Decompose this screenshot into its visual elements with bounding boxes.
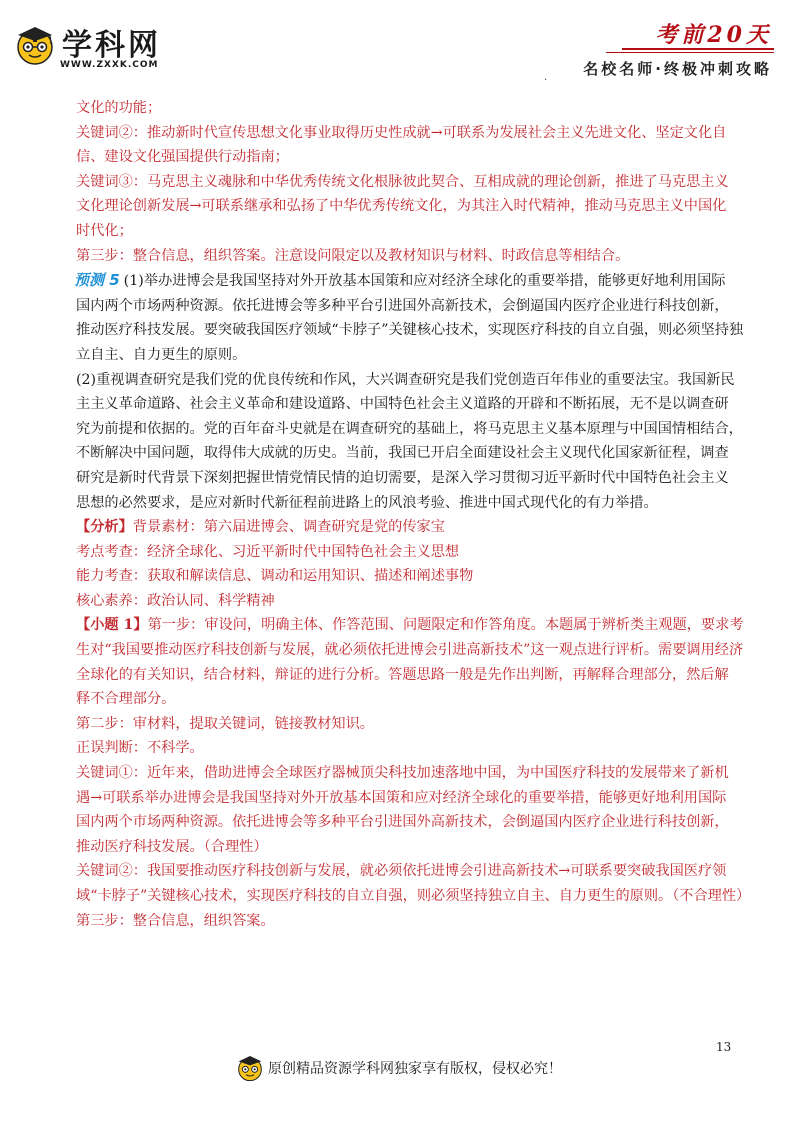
- text-line: 全球化的有关知识，结合材料，辩证的进行分析。答题思路一般是先作出判断，再解释合理部分，然后解: [76, 666, 729, 683]
- text-line: 关键词③：马克思主义魂脉和中华优秀传统文化根脉彼此契合、互相成就的理论创新，推进了马克思主义: [76, 173, 729, 190]
- text-line: 第三步：整合信息，组织答案。: [76, 912, 275, 929]
- document-body: [74, 96, 751, 933]
- text-line: 生对“我国要推动医疗科技创新与发展，就必须依托进博会引进高新技术”这一观点进行评析。需要调用经济: [76, 642, 744, 659]
- subquestion-tag: 【小题 1】: [76, 617, 148, 634]
- text-line: 考点考查：经济全球化、习近平新时代中国特色社会主义思想: [76, 543, 460, 560]
- page-header: [0, 0, 800, 92]
- text-line: 第三步：整合信息，组织答案。注意设问限定以及教材知识与材料、时政信息等相结合。: [76, 247, 630, 264]
- logo-text: 学科网: [62, 28, 161, 63]
- text-line: 文化理论创新发展→可联系继承和弘扬了中华优秀传统文化，为其注入时代精神，推动马克思主义中国化: [76, 198, 727, 215]
- text-line: 关键词②：我国要推动医疗科技创新与发展，就必须依托进博会引进高新技术→可联系要突破我国医疗领: [76, 863, 727, 880]
- text-line: 究为前提和依据的。党的百年奋斗史就是在调查研究的基础上，将马克思主义基本原理与中国国情相结合，: [76, 420, 743, 437]
- text-line: 能力考查：获取和解读信息、调动和运用知识、描述和阐述事物: [76, 568, 474, 585]
- analysis-line: [76, 515, 731, 540]
- text-line: 推动医疗科技发展。要突破我国医疗领域“卡脖子”关键核心技术，实现医疗科技的自立自强，则必须坚持独: [76, 322, 744, 339]
- text-line: 不断解决中国问题，取得伟大成就的历史。当前，我国已开启全面建设社会主义现代化国家新征程，调查: [76, 445, 729, 462]
- text-line: 核心素养：政治认同、科学精神: [76, 592, 275, 609]
- text-line: 推动医疗科技发展。（合理性）: [76, 838, 268, 855]
- text-line: 思想的必然要求，是应对新时代新征程前进路上的风浪考验、推进中国式现代化的有力举措。: [76, 494, 658, 511]
- text-line: 释不合理部分。: [76, 691, 176, 708]
- text-line: 主主义革命道路、社会主义革命和建设道路、中国特色社会主义道路的开辟和不断拓展，无不是以调查研: [76, 396, 729, 413]
- text-line: 正误判断：不科学。: [76, 740, 204, 757]
- logo-url: WWW.ZXXK.COM: [60, 60, 159, 70]
- text-line: 信、建设文化强国提供行动指南；: [76, 149, 289, 166]
- text-line: 第一步：审设问，明确主体、作答范围、问题限定和作答角度。本题属于辨析类主观题，要求考: [147, 617, 744, 634]
- text-line: (2)重视调查研究是我们党的优良传统和作风，大兴调查研究是我们党创造百年伟业的重要法宝。我国新民: [76, 371, 735, 388]
- badge-subtitle: 名校名师·终极冲刺攻略: [583, 60, 772, 78]
- text-line: 研究是新时代背景下深刻把握世情党情民情的迫切需要，是深入学习贯彻习近平新时代中国特色社会主义: [76, 469, 729, 486]
- prediction-label: 预测 5: [74, 271, 120, 290]
- badge-divider-thin: [606, 52, 774, 53]
- text-line: 关键词①：近年来，借助进博会全球医疗器械顶尖科技加速落地中国，为中国医疗科技的发展带来了新机: [76, 765, 729, 782]
- text-line: 遇→可联系举办进博会是我国坚持对外开放基本国策和应对经济全球化的重要举措，能够更好地利用国际: [76, 789, 727, 806]
- text-line: 时代化；: [76, 222, 133, 239]
- page-number: 13: [716, 1040, 732, 1054]
- text-line: (1)举办进博会是我国坚持对外开放基本国策和应对经济全球化的重要举措，能够更好地利用国际: [123, 273, 726, 290]
- text-line: 第二步：审材料，提取关键词，链接教材知识。: [76, 715, 374, 732]
- text-line: 国内两个市场两种资源。依托进博会等多种平台引进国外高新技术，会倒逼国内医疗企业进行科技创新，: [76, 297, 729, 314]
- analysis-tag: 【分析】: [76, 519, 133, 536]
- footer-copyright: 原创精品资源学科网独家享有版权，侵权必究！: [268, 1061, 562, 1077]
- text-line: 立自主、自力更生的原则。: [76, 346, 247, 363]
- text-line: 国内两个市场两种资源。依托进博会等多种平台引进国外高新技术，会倒逼国内医疗企业进行科技创新，: [76, 814, 729, 831]
- text-line: 背景素材：第六届进博会、调查研究是党的传家宝: [132, 519, 445, 536]
- prediction-5-line: [76, 268, 731, 294]
- decorative-dot: .: [544, 72, 548, 83]
- text-line: 文化的功能；: [76, 100, 162, 116]
- badge-divider: [622, 48, 774, 50]
- badge-title: 考前20天: [655, 22, 772, 48]
- footer-mascot-icon: [236, 1054, 264, 1082]
- text-line: 域“卡脖子”关键核心技术，实现医疗科技的自立自强，则必须坚持独立自主、自力更生的原则。（不合理性）: [76, 888, 751, 904]
- text-line: 关键词②：推动新时代宣传思想文化事业取得历史性成就→可联系为发展社会主义先进文化、坚定文化自: [76, 124, 727, 141]
- logo-mascot-icon: [14, 24, 56, 66]
- subquestion-line: [76, 613, 744, 638]
